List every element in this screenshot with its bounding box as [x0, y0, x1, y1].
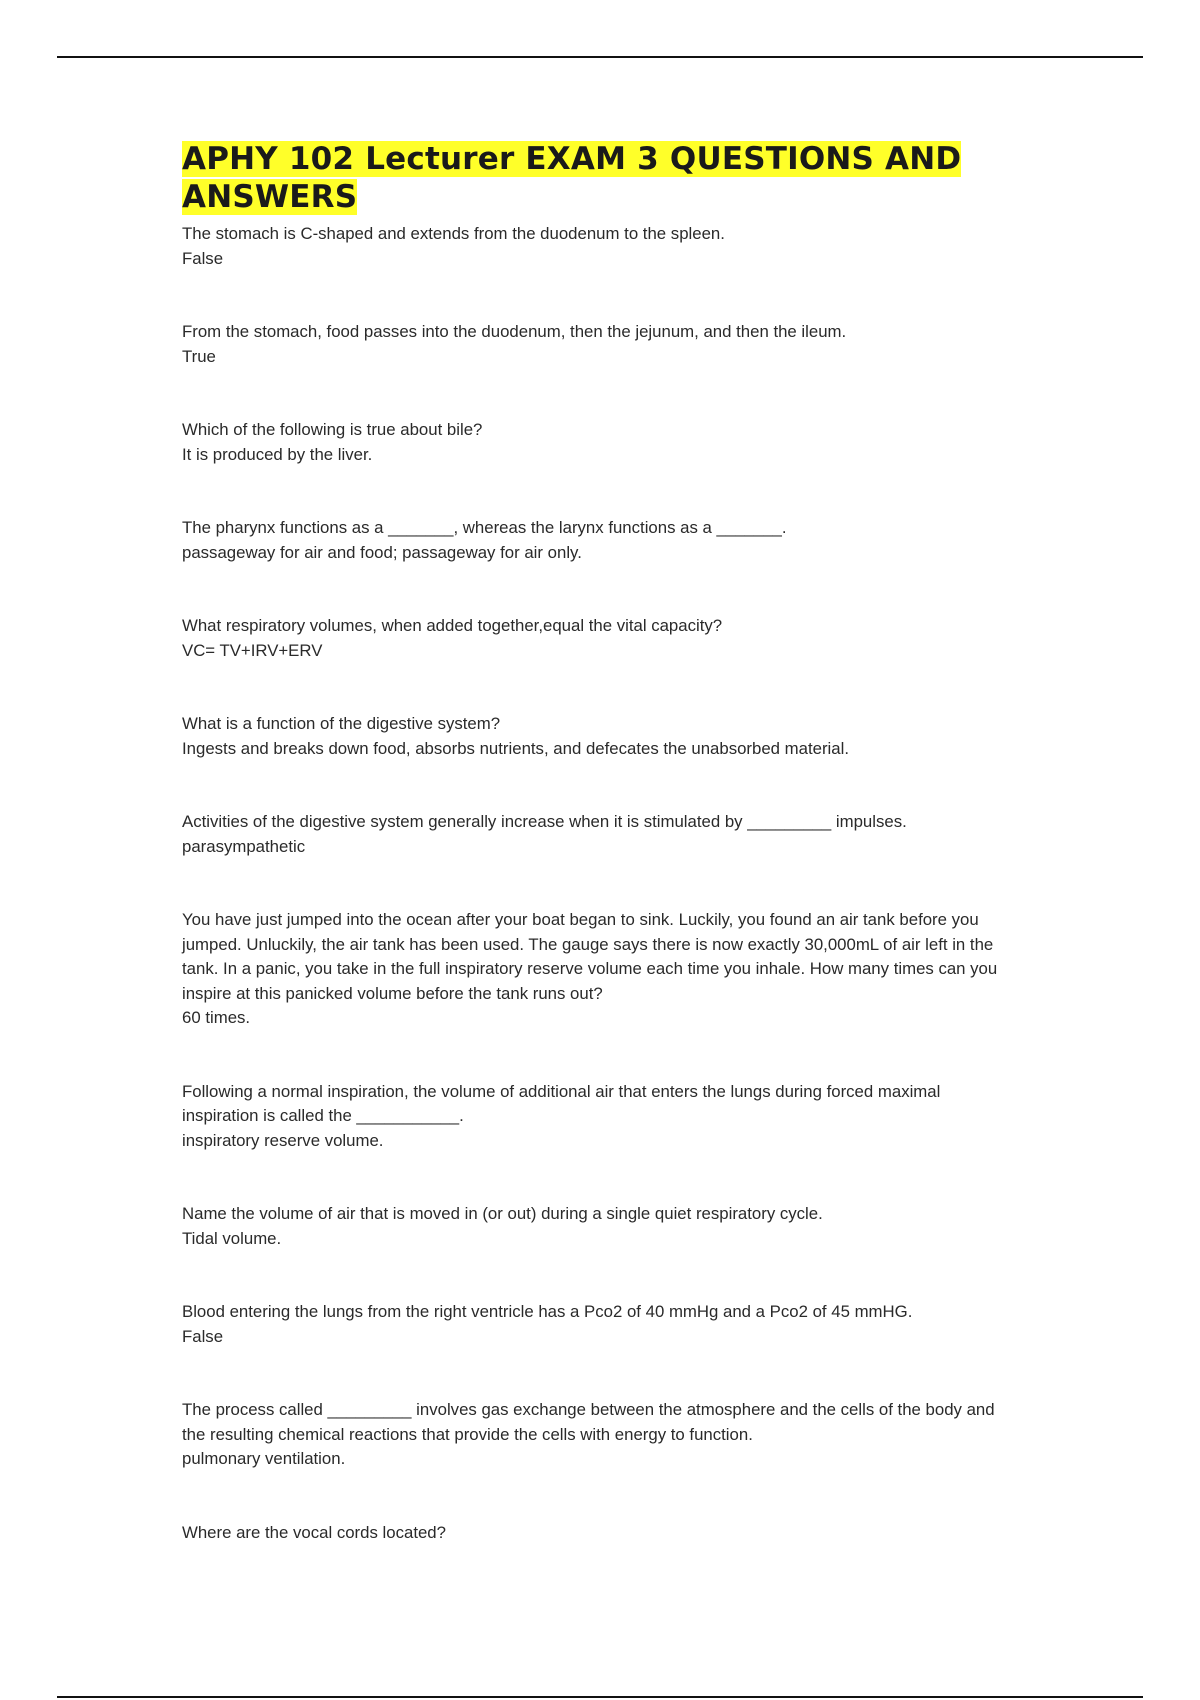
qa-item	[182, 810, 1012, 859]
answer-text: pulmonary ventilation.	[182, 1449, 346, 1468]
document-title	[182, 140, 1012, 216]
document-body	[182, 140, 1012, 1545]
qa-item	[182, 516, 1012, 565]
question-text: You have just jumped into the ocean after your boat began to sink. Luckily, you found an air tank before you jumped. Unluckily, the air tank has been used. The gauge says there is now exactly 30,000mL of air left in the tank. In a panic, you take in the full inspiratory reserve volume each time you inhale. How many times can you inspire at this panicked volume before the tank runs out?	[182, 910, 998, 1003]
question-text: The stomach is C-shaped and extends from the duodenum to the spleen.	[182, 224, 725, 243]
answer-text: False	[182, 1326, 224, 1346]
qa-item	[182, 908, 1012, 1031]
top-rule	[57, 56, 1143, 58]
answer-text: Ingests and breaks down food, absorbs nutrients, and defecates the unabsorbed material.	[182, 738, 850, 758]
qa-item	[182, 1521, 1012, 1546]
question-text: The process called _________ involves gas exchange between the atmosphere and the cells of the body and the resulting chemical reactions that provide the cells with energy to function.	[182, 1400, 995, 1444]
question-text: The pharynx functions as a _______, whereas the larynx functions as a _______.	[182, 518, 787, 537]
question-text: What respiratory volumes, when added together,equal the vital capacity?	[182, 616, 723, 635]
answer-text: passageway for air and food; passageway for air only.	[182, 542, 582, 562]
qa-item	[182, 418, 1012, 467]
answer-text: False	[182, 248, 224, 268]
qa-item	[182, 222, 1012, 271]
answer-text: VC= TV+IRV+ERV	[182, 640, 323, 660]
qa-item	[182, 320, 1012, 369]
answer-text: parasympathetic	[182, 836, 306, 856]
title-highlight: APHY 102 Lecturer EXAM 3 QUESTIONS AND ANSWERS	[182, 141, 962, 215]
bottom-rule	[57, 1696, 1143, 1698]
answer-text: True	[182, 346, 216, 366]
qa-item	[182, 1300, 1012, 1349]
question-text: Blood entering the lungs from the right ventricle has a Pco2 of 40 mmHg and a Pco2 of 45 mmHG.	[182, 1302, 913, 1321]
qa-item	[182, 1202, 1012, 1251]
qa-item	[182, 614, 1012, 663]
answer-text: 60 times.	[182, 1008, 251, 1027]
question-text: Where are the vocal cords located?	[182, 1522, 446, 1542]
answer-text: inspiratory reserve volume.	[182, 1130, 384, 1150]
question-text: Activities of the digestive system generally increase when it is stimulated by _________ impulses.	[182, 812, 907, 831]
qa-item	[182, 712, 1012, 761]
qa-item	[182, 1080, 1012, 1154]
qa-item	[182, 1398, 1012, 1472]
answer-text: Tidal volume.	[182, 1228, 282, 1248]
answer-text: It is produced by the liver.	[182, 444, 373, 464]
question-text: What is a function of the digestive system?	[182, 714, 501, 733]
question-text: Which of the following is true about bile?	[182, 420, 483, 439]
question-text: Following a normal inspiration, the volume of additional air that enters the lungs during forced maximal inspiration is called the ___________.	[182, 1081, 941, 1125]
question-text: Name the volume of air that is moved in (or out) during a single quiet respiratory cycle.	[182, 1204, 823, 1223]
question-text: From the stomach, food passes into the duodenum, then the jejunum, and then the ileum.	[182, 322, 847, 341]
